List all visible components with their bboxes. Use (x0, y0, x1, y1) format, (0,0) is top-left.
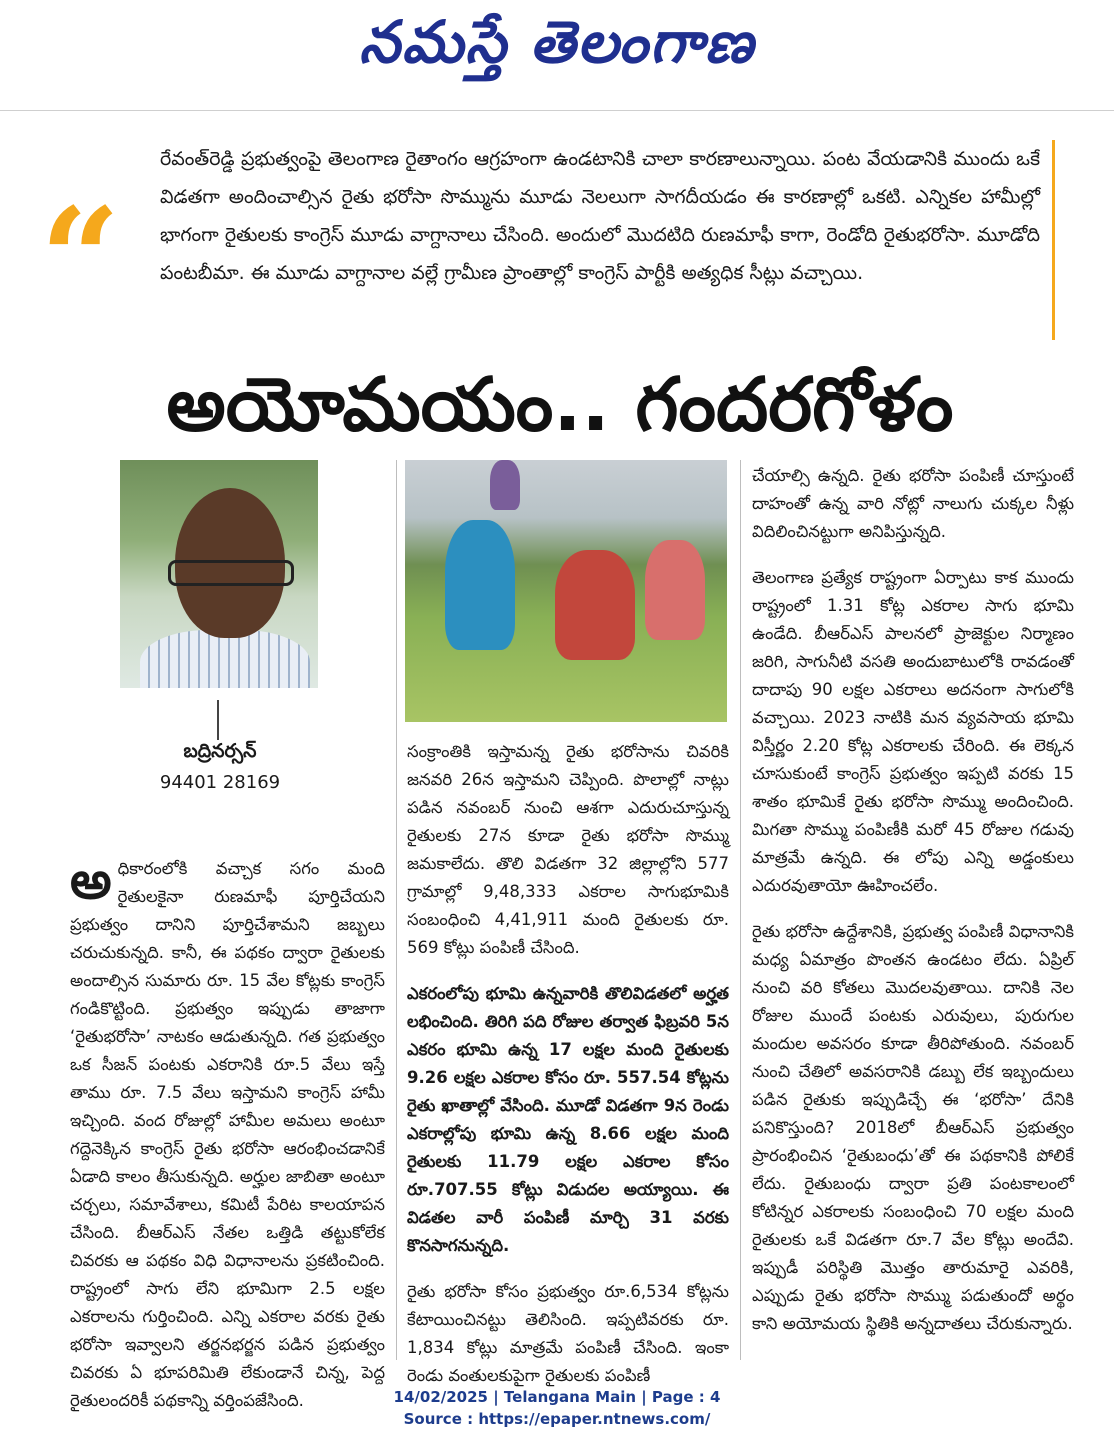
column-2-paragraph-1: సంక్రాంతికి ఇస్తామన్న రైతు భరోసాను చివరికి జనవరి 26న ఇస్తామని చెప్పింది. పొలాల్లో నాట్లు పడిన నవంబర్ నుంచి ఆశగా ఎదురుచూస్తున్న రైతులకు 27న కూడా రైతు భరోసా సొమ్ము జమకాలేదు. తొలి విడతగా 32 జిల్లాల్లోని 577 గ్రామాల్లో 9,48,333 ఎకరాల సాగుభూమికి సంబంధించి 4,41,911 మంది రైతులకు రూ. 569 కోట్లు పంపిణీ చేసింది. (407, 742, 729, 957)
footer-source: Source : https://epaper.ntnews.com/ (403, 1410, 711, 1428)
newspaper-title: నమస్తే తెలంగాణ (359, 8, 755, 76)
column-3-paragraph-2: తెలంగాణ ప్రత్యేక రాష్ట్రంగా ఏర్పాటు కాక ముందు రాష్ట్రంలో 1.31 కోట్ల ఎకరాల సాగు భూమి ఉండేది. బీఆర్‌ఎస్ పాలనలో ప్రాజెక్టుల నిర్మాణం జరిగి, సాగునీటి వసతి అందుబాటులోకి రావడంతో దాదాపు 90 లక్షల ఎకరాలు అదనంగా సాగులోకి వచ్చాయి. 2023 నాటికి మన వ్యవసాయ భూమి విస్తీర్ణం 2.20 కోట్ల ఎకరాలకు చేరింది. ఈ లెక్కన చూసుకుంటే కాంగ్రెస్ ప్రభుత్వం ఇప్పటి వరకు 15 శాతం భూమికే రైతు భరోసా సొమ్ము అందించింది. మిగతా సొమ్ము పంపిణీకి మరో 45 రోజుల గడువు మాత్రమే ఉన్నది. ఈ లోపు ఎన్ని అడ్డంకులు ఎదురవుతాయో ఊహించలేం. (752, 568, 1074, 895)
author-shirt (140, 630, 310, 688)
headline: అయోమయం.. గందరగోళం (166, 362, 954, 448)
farmer-figure (445, 520, 515, 650)
column-divider (396, 460, 397, 1360)
column-2-paragraph-2: ఎకరంలోపు భూమి ఉన్నవారికి తొలివిడతలో అర్హత లభించింది. తిరిగి పది రోజుల తర్వాత ఫిబ్రవరి 5న ఎకరం భూమి ఉన్న 17 లక్షల మంది రైతులకు 9.26 లక్షల ఎకరాల కోసం రూ. 557.54 కోట్లను రైతు ఖాతాల్లో వేసింది. మూడో విడతగా 9న రెండు ఎకరాల్లోపు భూమి ఉన్న 8.66 లక్షల మంది రైతులకు 11.79 లక్షల ఎకరాల కోసం రూ.707.55 కోట్లు విడుదల అయ్యాయి. ఈ విడతల వారీ పంపిణీ మార్చి 31 వరకు కొనసాగనున్నది. (407, 984, 729, 1255)
quote-divider (1052, 140, 1055, 340)
column-divider (740, 460, 741, 1360)
author-photo (120, 460, 318, 688)
masthead (0, 0, 1114, 110)
author-glasses (168, 560, 294, 586)
masthead-rule (0, 110, 1114, 111)
farmer-figure (490, 460, 520, 510)
quote-mark-icon: “ (40, 178, 121, 342)
author-phone: 94401 28169 (159, 772, 281, 793)
author-divider (217, 700, 219, 740)
farmers-field-photo (405, 460, 727, 722)
column-1-paragraph: అధికారంలోకి వచ్చాక సగం మంది రైతులకైనా రుణమాఫీ పూర్తిచేయని ప్రభుత్వం దానిని పూర్తిచేశామని జబ్బలు చరుచుకున్నది. కానీ, ఈ పథకం ద్వారా రైతులకు అందాల్సిన సుమారు రూ. 15 వేల కోట్లకు కాంగ్రెస్ గండికొట్టింది. ప్రభుత్వం ఇప్పుడు తాజాగా ‘రైతుభరోసా’ నాటకం ఆడుతున్నది. గత ప్రభుత్వం ఒక సీజన్ పంటకు ఎకరానికి రూ.5 వేలు ఇస్తే తాము రూ. 7.5 వేలు ఇస్తామని కాంగ్రెస్ హామీ ఇచ్చింది. వంద రోజుల్లో హామీల అమలు అంటూ గద్దెనెక్కిన కాంగ్రెస్ రైతు భరోసా ఆరంభించడానికే ఏడాది కాలం తీసుకున్నది. అర్హుల జాబితా అంటూ చర్చలు, సమావేశాలు, కమిటీ పేరిట కాలయాపన చేసింది. బీఆర్‌ఎస్ నేతల ఒత్తిడి తట్టుకోలేక చివరకు ఆ పథకం విధి విధానాలను ప్రకటించింది. రాష్ట్రంలో సాగు లేని భూమిగా 2.5 లక్షల ఎకరాలను గుర్తించింది. ఎన్ని ఎకరాల వరకు రైతు భరోసా ఇవ్వాలని తర్జనభర్జన పడిన ప్రభుత్వం చివరకు ఏ భూపరిమితి లేకుండానే చిన్న, పెద్ద రైతులందరికీ పథకాన్ని వర్తింపజేసింది. (70, 851, 385, 1410)
column-2 (407, 738, 729, 1404)
column-3-paragraph-3: రైతు భరోసా ఉద్దేశానికి, ప్రభుత్వ పంపిణీ విధానానికి మధ్య ఏమాత్రం పొంతన ఉండటం లేదు. ఏప్రిల్ నుంచి వరి కోతలు మొదలవుతాయి. దానికి నెల రోజుల ముందే పంటకు ఎరువులు, పురుగుల మందుల అవసరం కూడా తీరిపోతుంది. నవంబర్ నుంచి చేతిలో అవసరానికి డబ్బు లేక ఇబ్బందులు పడిన రైతుకు ఇప్పుడిచ్చే ఈ ‘భరోసా’ దేనికి పనికొస్తుంది? 2018లో బీఆర్‌ఎస్ ప్రభుత్వం ప్రారంభించిన ‘రైతుబంధు’తో ఈ పథకానికి పోలికే లేదు. రైతుబంధు ద్వారా ప్రతి పంటకాలంలో కోటిన్నర ఎకరాలకు సంబంధించి 70 లక్షల మంది రైతులకు ఒకే విడతగా రూ.7 వేల కోట్లు అందేవి. ఇప్పుడీ పరిస్థితి మొత్తం తారుమారై ఎవరికి, ఎప్పుడు రైతు భరోసా సొమ్ము పడుతుందో అర్థం కాని అయోమయ స్థితికి అన్నదాతలు చేరుకున్నారు. (752, 922, 1074, 1333)
column-1 (70, 851, 385, 1429)
drop-cap: అ (70, 851, 112, 911)
author-name: బద్రినర్సన్ (183, 740, 257, 762)
column-3 (752, 462, 1074, 1352)
column-2-paragraph-3: రైతు భరోసా కోసం ప్రభుత్వం రూ.6,534 కోట్లను కేటాయించినట్టు తెలిసింది. ఇప్పటివరకు రూ. 1,834 కోట్లు మాత్రమే పంపిణీ చేసింది. ఇంకా రెండు వంతులకుపైగా రైతులకు పంపిణీ (407, 1282, 729, 1385)
footer-edition: 14/02/2025 | Telangana Main | Page : 4 (393, 1388, 721, 1406)
farmer-figure (555, 550, 635, 660)
pull-quote: రేవంత్‌రెడ్డి ప్రభుత్వంపై తెలంగాణ రైతాంగం ఆగ్రహంగా ఉండటానికి చాలా కారణాలున్నాయి. పంట వేయడానికి ముందు ఒకే విడతగా అందించాల్సిన రైతు భరోసా సొమ్మును మూడు నెలలుగా సాగదీయడం ఈ కారణాల్లో ఒకటి. ఎన్నికల హామీల్లో భాగంగా రైతులకు కాంగ్రెస్ మూడు వాగ్దానాలు చేసింది. అందులో మొదటిది రుణమాఫీ కాగా, రెండోది రైతుభరోసా. మూడోది పంటబీమా. ఈ మూడు వాగ్దానాల వల్లే గ్రామీణ ప్రాంతాల్లో కాంగ్రెస్ పార్టీకి అత్యధిక సీట్లు వచ్చాయి. (160, 148, 1040, 284)
farmer-figure (645, 540, 705, 640)
column-3-paragraph-1: చేయాల్సి ఉన్నది. రైతు భరోసా పంపిణీ చూస్తుంటే దాహంతో ఉన్న వారి నోట్లో నాలుగు చుక్కల నీళ్లు విదిలించినట్టుగా అనిపిస్తున్నది. (752, 466, 1074, 541)
